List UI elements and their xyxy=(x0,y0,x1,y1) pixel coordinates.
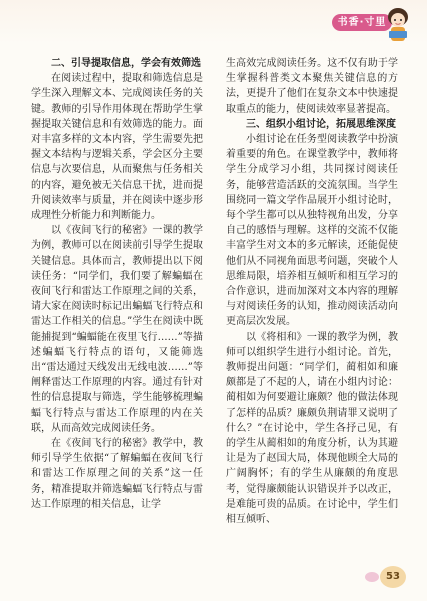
paragraph: 以《将相和》一课的教学为例，教师可以组织学生进行小组讨论。首先，教师提出问题：“同学们，蔺相如和廉颇都是了不起的人，请在小组内讨论：蔺相如为何要避让廉颇？他的做法体现了怎样的品质？廉颇负荆请罪又说明了什么？”在讨论中，学生各抒己见，有的学生从蔺相如的角度分析，认为其避让是为了赵国大局，体现他顾全大局的广阔胸怀；有的学生从廉颇的角度思考，觉得廉颇能认识错误并予以改正，是难能可贵的品质。在讨论中，学生们相互倾听、 xyxy=(226,331,398,526)
left-column xyxy=(31,56,203,512)
right-column xyxy=(226,56,398,527)
paragraph: 在阅读过程中，提取和筛选信息是学生深入理解文本、完成阅读任务的关键。教师的引导作用体现在帮助学生掌握提取关键信息和有效筛选的能力。面对丰富多样的文本内容，学生需要先把握文本结构与逻辑关系，学会区分主要信息与次要信息，从而聚焦与任务相关的内容，避免被无关信息干扰，进而提升阅读效率与质量，并在阅读中逐步形成理性分析能力和判断能力。 xyxy=(31,73,203,222)
section-heading-3: 三、组织小组讨论，拓展思维深度 xyxy=(246,118,396,130)
column-badge: 书香·寸里 xyxy=(332,14,392,31)
paragraph: 以《夜间飞行的秘密》一课的教学为例，教师可以在阅读前引导学生提取关键信息。具体而言，教师提出以下阅读任务：“同学们，我们要了解蝙蝠在夜间飞行和雷达工作原理之间的关系，请大家在阅读时标记出蝙蝠飞行特点和雷达工作相关的信息。”学生在阅读中既能捕捉到“蝙蝠能在夜里飞行……”等描述蝙蝠飞行特点的语句，又能筛选出“雷达通过天线发出无线电波……”等阐释雷达工作原理的内容。通过有针对性的信息提取与筛选，学生能够梳理蝙蝠飞行特点与雷达工作原理的内在关联，从而高效完成阅读任务。 xyxy=(31,225,203,434)
section-heading-2: 二、引导提取信息，学会有效筛选 xyxy=(51,58,201,69)
girl-mascot-icon xyxy=(383,6,413,44)
paragraph: 在《夜间飞行的秘密》教学中，教师引导学生依据“了解蝙蝠在夜间飞行和雷达工作原理之间的关系”这一任务，精准提取并筛选蝙蝠飞行特点与雷达工作原理的相关信息，让学 xyxy=(31,438,203,510)
footer-decoration xyxy=(365,572,379,582)
page-number: 53 xyxy=(380,566,406,588)
paragraph-continued: 生高效完成阅读任务。这不仅有助于学生掌握科普类文本聚焦关键信息的方法，更提升了他们在复杂文本中快速提取重点的能力，使阅读效率显著提高。 xyxy=(226,58,398,115)
paragraph: 小组讨论在任务型阅读教学中扮演着重要的角色。在课堂教学中，教师将学生分成学习小组，共同探讨阅读任务，能够营造活跃的交流氛围。当学生围绕同一篇文学作品展开小组讨论时，每个学生都可以从独特视角出发，分享自己的感悟与理解。这样的交流不仅能丰富学生对文本的多元解读，还能促使他们从不同视角面思考问题，突破个人思维局限，培养相互倾听和相互学习的合作意识，进而加深对文本内容的理解与对阅读任务的认知，推动阅读活动向更高层次发展。 xyxy=(226,134,398,328)
